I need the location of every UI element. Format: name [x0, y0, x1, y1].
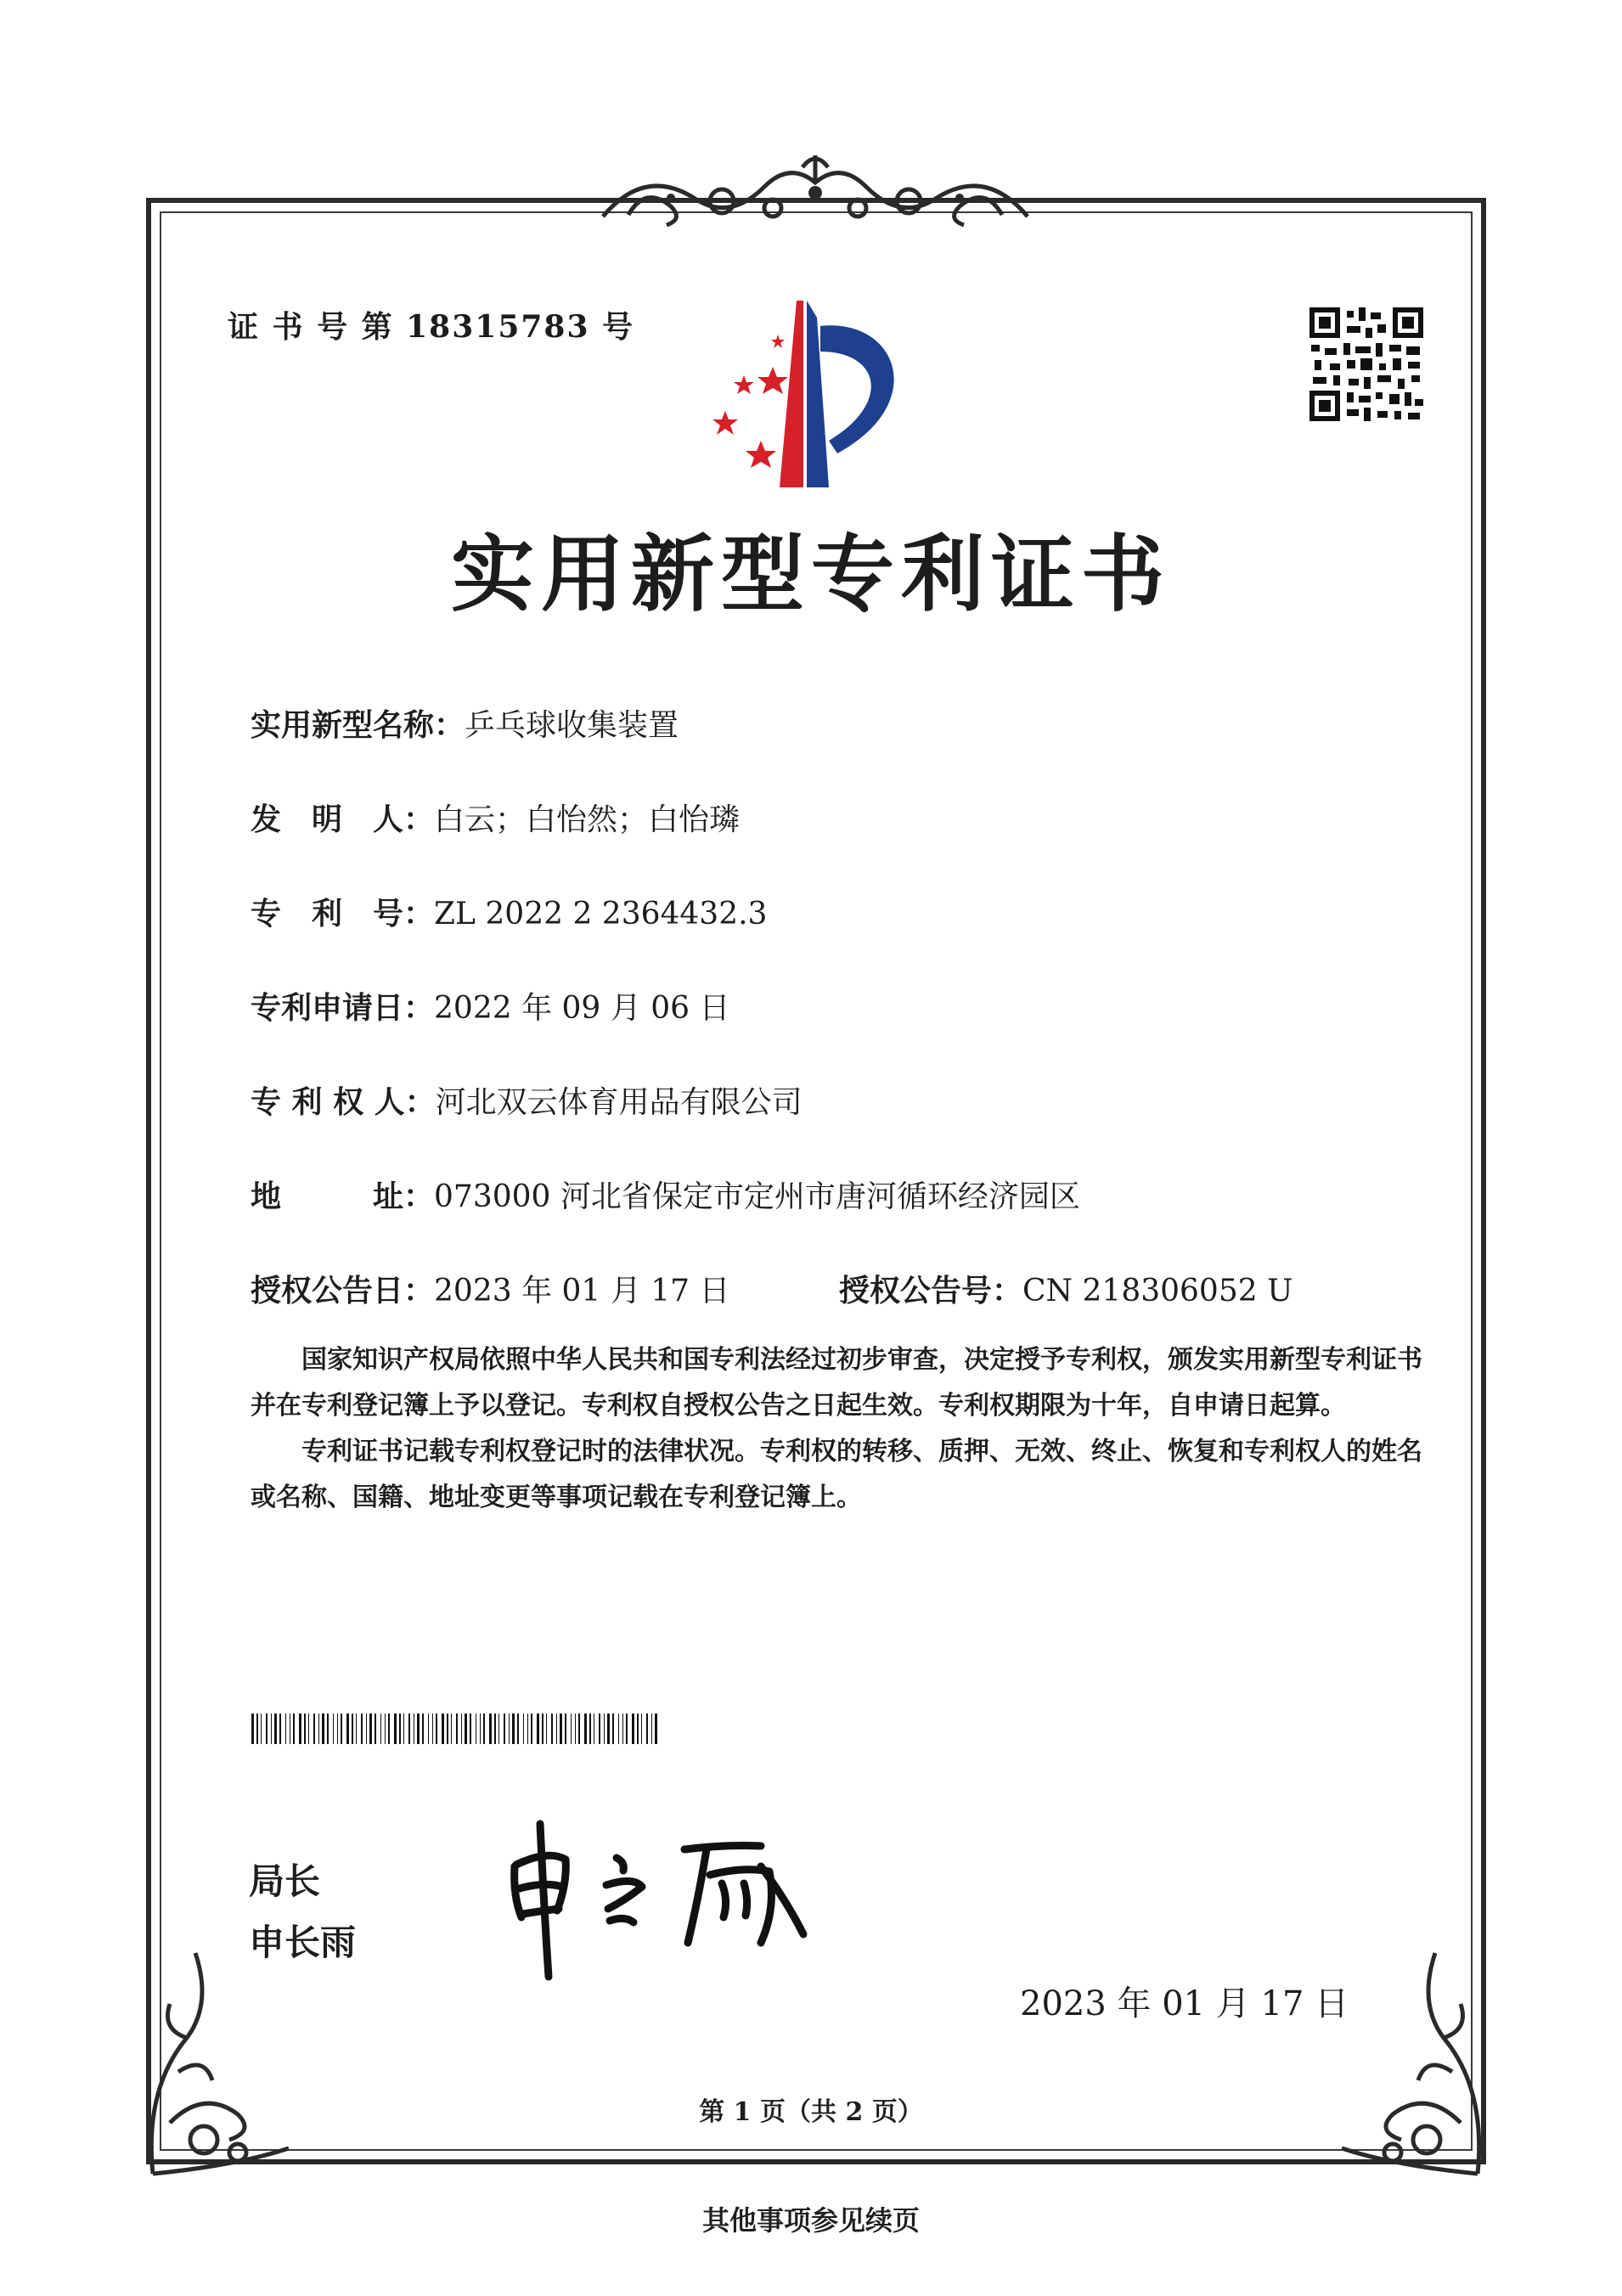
filing-date-row — [251, 984, 729, 1027]
top-ornament-icon — [594, 149, 1036, 234]
patent-number-label: 专 利 号： — [251, 896, 435, 931]
director-signature-icon — [506, 1815, 846, 1985]
director-name: 申长雨 — [249, 1922, 357, 1963]
certificate-title: 实用新型专利证书 — [450, 526, 1171, 623]
director-title: 局长 — [249, 1860, 321, 1902]
utility-model-name-label: 实用新型名称： — [251, 707, 465, 743]
address-label: 地 址： — [251, 1179, 435, 1214]
utility-model-name-row — [251, 701, 679, 745]
grant-number-row — [839, 1267, 1293, 1310]
page-indicator: 第 1 页（共 2 页） — [699, 2097, 923, 2127]
issue-date: 2023 年 01 月 17 日 — [1020, 1984, 1349, 2023]
grant-number-label: 授权公告号： — [839, 1273, 1023, 1308]
grant-date-label: 授权公告日： — [251, 1273, 435, 1308]
bottom-left-ornament-icon — [136, 1936, 297, 2182]
grant-number-value: CN 218306052 U — [1022, 1274, 1293, 1308]
certificate-body — [251, 1337, 1422, 1521]
filing-date-label: 专利申请日： — [251, 990, 435, 1026]
address-value: 073000 河北省保定市定州市唐河循环经济园区 — [434, 1179, 1080, 1214]
bottom-right-ornament-icon — [1333, 1936, 1495, 2182]
grant-date-row — [251, 1267, 729, 1310]
patentee-label: 专 利 权 人： — [251, 1084, 436, 1120]
continued-note: 其他事项参见续页 — [701, 2204, 920, 2237]
body-paragraph-2: 专利证书记载专利权登记时的法律状况。专利权的转移、质押、无效、终止、恢复和专利权人的姓名或名称、国籍、地址变更等事项记载在专利登记簿上。 — [251, 1437, 1422, 1512]
qr-code-icon — [1309, 307, 1423, 421]
patent-number-value: ZL 2022 2 2364432.3 — [434, 897, 768, 931]
patentee-value: 河北双云体育用品有限公司 — [435, 1085, 803, 1120]
barcode-icon — [251, 1714, 657, 1744]
inventor-row — [251, 796, 740, 839]
patentee-row — [251, 1078, 803, 1122]
grant-date-value: 2023 年 01 月 17 日 — [434, 1274, 730, 1308]
certificate-number: 证 书 号 第 18315783 号 — [228, 309, 635, 345]
inventor-value: 白云；白怡然；白怡璘 — [434, 802, 741, 837]
body-paragraph-1: 国家知识产权局依照中华人民共和国专利法经过初步审查，决定授予专利权，颁发实用新型专利证书并在专利登记簿上予以登记。专利权自授权公告之日起生效。专利权期限为十年，自申请日起算。 — [251, 1345, 1422, 1421]
inventor-label: 发 明 人： — [251, 802, 435, 837]
address-row — [251, 1173, 1080, 1216]
filing-date-value: 2022 年 09 月 06 日 — [434, 991, 730, 1026]
patent-office-emblem-icon — [701, 301, 939, 496]
patent-number-row — [251, 890, 767, 933]
utility-model-name-value: 乒乓球收集装置 — [465, 708, 679, 743]
